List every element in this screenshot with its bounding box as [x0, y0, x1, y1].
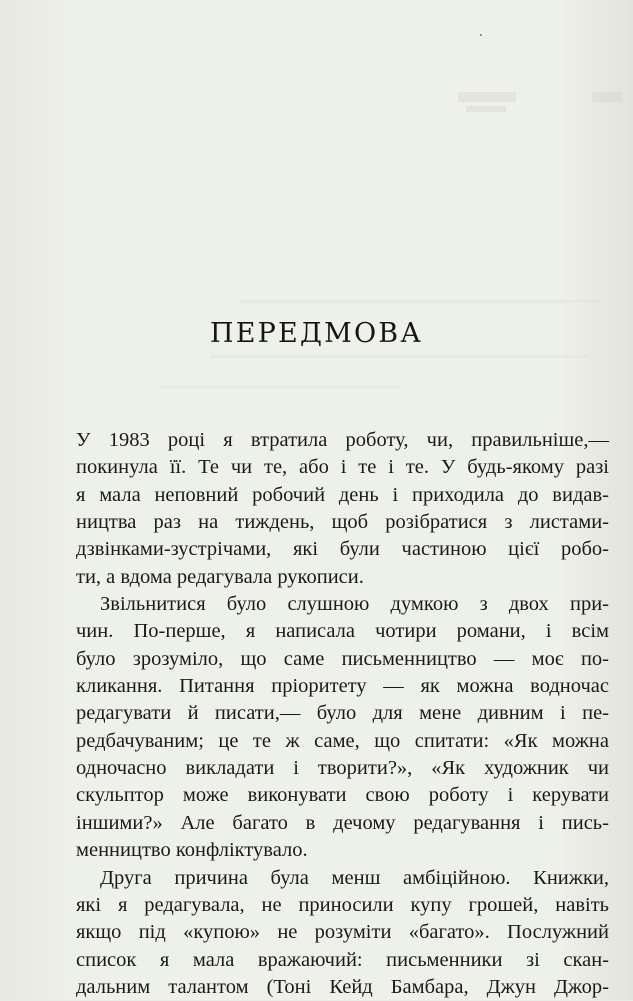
text-line: покинула її. Те чи те, або і те і те. У будь-якому разі — [76, 456, 609, 479]
text-line: редбачуваним; це те ж саме, що спитати: «Як можна — [76, 729, 609, 752]
text-line: я мала неповний робочий день і приходила до видав- — [76, 483, 609, 506]
text-line: Звільнитися було слушною думкою з двох при- — [100, 593, 609, 616]
text-line: які я редагувала, не приносили купу грошей, навіть — [76, 893, 609, 916]
text-line: список я мала вражаючий: письменники зі скан- — [76, 948, 609, 971]
text-line: одночасно викладати і творити?», «Як художник чи — [76, 757, 609, 780]
paper-speck — [480, 34, 482, 36]
text-line: ти, а вдома редагувала рукописи. — [76, 565, 364, 588]
text-line: чин. По-перше, я написала чотири романи, і всім — [76, 620, 609, 643]
text-line: менництво конфліктувало. — [76, 839, 308, 862]
body-text — [76, 427, 609, 1001]
text-line: якщо під «купою» не розуміти «багато». Послужний — [76, 921, 609, 944]
text-line: було зрозуміло, що саме письменництво — моє по- — [76, 647, 609, 670]
text-line: ництва раз на тиждень, щоб розібратися з листами- — [76, 511, 609, 534]
text-line: кликання. Питання пріоритету — як можна водночас — [76, 675, 609, 698]
text-line: редагувати й писати,— було для мене дивним і пе- — [76, 702, 609, 725]
show-through-mark — [466, 106, 506, 112]
show-through-mark — [210, 355, 590, 358]
show-through-mark — [160, 385, 400, 388]
text-line: іншими?» Але багато в дечому редагування і пись- — [76, 811, 609, 834]
text-line: Друга причина була менш амбіційною. Книжки, — [100, 866, 609, 889]
show-through-mark — [240, 300, 600, 303]
text-line: У 1983 році я втратила роботу, чи, правильніше,— — [76, 429, 609, 451]
show-through-mark — [592, 92, 622, 102]
text-line: дальним талантом (Тоні Кейд Бамбара, Джун Джор- — [76, 975, 609, 998]
show-through-mark — [458, 92, 516, 102]
chapter-heading: ПЕРЕДМОВА — [210, 318, 423, 349]
text-line: дзвінками-зустрічами, які були частиною цієї робо- — [76, 538, 609, 561]
text-line: скульптор може виконувати свою роботу і керувати — [76, 784, 609, 807]
